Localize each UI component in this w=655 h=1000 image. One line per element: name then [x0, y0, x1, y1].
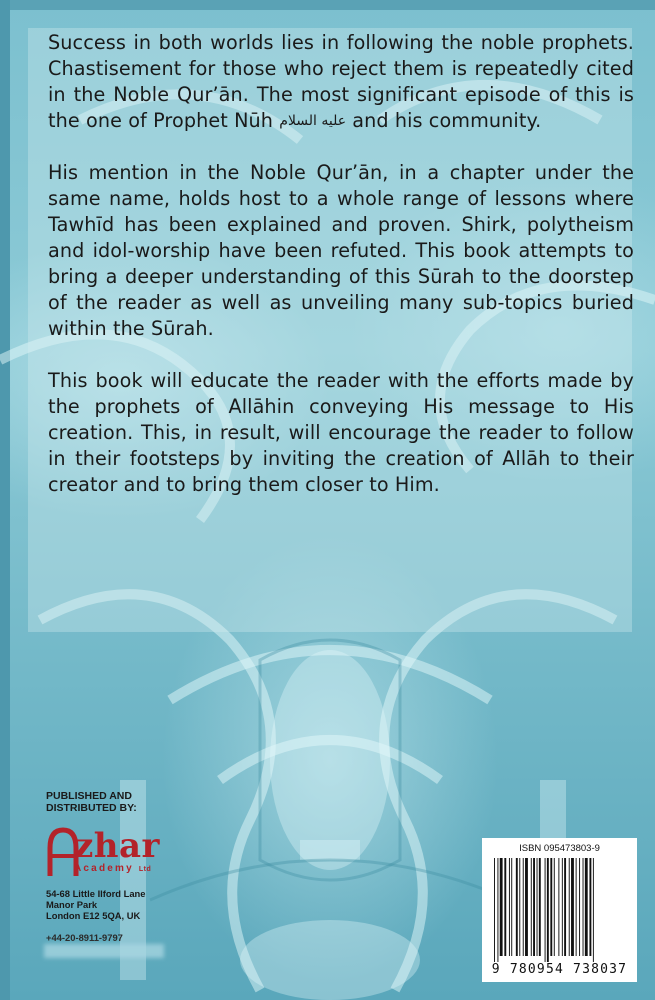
- logo-ltd-text: Ltd: [138, 866, 152, 873]
- address-line-1: 54-68 Little Ilford Lane: [46, 888, 146, 899]
- barcode-bar: [571, 858, 574, 956]
- barcode-bar: [519, 858, 520, 956]
- logo-subtitle: [74, 863, 151, 874]
- barcode-bar: [589, 858, 591, 956]
- barcode-bar: [509, 858, 510, 956]
- isbn-label: ISBN 095473803-9: [519, 843, 600, 854]
- arabic-honorific: عليه السلام: [279, 113, 347, 129]
- logo-wordmark: zhar: [74, 826, 160, 866]
- barcode-bar: [558, 858, 559, 956]
- azhar-academy-logo: [46, 826, 186, 886]
- blurb-paragraph-2: [48, 160, 634, 342]
- barcode-bar: [537, 858, 538, 956]
- barcode-bar: [539, 858, 541, 956]
- logo-academy-text: Academy: [74, 863, 134, 874]
- barcode-panel: [482, 838, 637, 982]
- barcode-bar: [576, 858, 577, 956]
- barcode-bar: [504, 858, 506, 956]
- published-heading-line-2: DISTRIBUTED BY:: [46, 802, 137, 814]
- blurb-paragraph-1-text: Success in both worlds lies in following the noble prophets. Chastisement for those who reject them is repeatedly cited in the Noble Qur’ān. The most significant episode of this is the one of Prophet Nūh: [48, 31, 634, 132]
- blurb-paragraph-2-text: His mention in the Noble Qur’ān, in a chapter under the same name, holds host to a whole range of lessons where Tawhīd has been explained and proven. Shirk, polytheism and idol-worship have been refuted. This book attempts to bring a deeper understanding of this Sūrah to the doorstep of the reader as well as unveiling many sub-topics buried within the Sūrah.: [48, 161, 634, 340]
- barcode-icon: [492, 858, 630, 962]
- barcode-bar: [523, 858, 524, 956]
- blurb-paragraph-3: [48, 368, 634, 498]
- barcode-bar: [494, 858, 495, 962]
- published-heading-line-1: PUBLISHED AND: [46, 790, 132, 802]
- barcode-bar: [554, 858, 555, 956]
- barcode-bar: [585, 858, 588, 956]
- published-by-heading: [46, 790, 166, 814]
- barcode-bar: [545, 858, 546, 962]
- barcode-bar: [533, 858, 535, 956]
- blurb-paragraph-1-end: and his community.: [346, 109, 542, 132]
- barcode-bar: [564, 858, 566, 956]
- barcode-bar: [516, 858, 518, 956]
- barcode-bar: [579, 858, 580, 956]
- barcode-bar: [547, 858, 549, 962]
- publisher-phone: +44-20-8911-9797: [46, 932, 123, 943]
- ean-number: 9 780954 738037: [491, 962, 628, 977]
- barcode-bar: [569, 858, 570, 956]
- barcode-bar: [500, 858, 503, 956]
- barcode-bar: [583, 858, 584, 956]
- barcode-bar: [497, 858, 498, 962]
- blurb-paragraph-3-text: This book will educate the reader with the efforts made by the prophets of Allāhin conveying His message to His creation. This, in result, will encourage the reader to follow in their footsteps by inviting the creation of Allāh to their creator and to bring them closer to Him.: [48, 369, 634, 496]
- blurb-paragraph-1: [48, 30, 634, 134]
- barcode-bar: [562, 858, 563, 956]
- barcode-bar: [525, 858, 528, 956]
- barcode-bar: [593, 858, 594, 962]
- barcode-bar: [511, 858, 512, 956]
- address-line-2: Manor Park: [46, 899, 98, 910]
- blurb-text: [48, 30, 634, 524]
- barcode-bar: [550, 858, 552, 956]
- address-line-3: London E12 5QA, UK: [46, 910, 141, 921]
- sticker-residue: [44, 944, 164, 958]
- barcode-bar: [531, 858, 532, 956]
- publisher-address: [46, 888, 146, 921]
